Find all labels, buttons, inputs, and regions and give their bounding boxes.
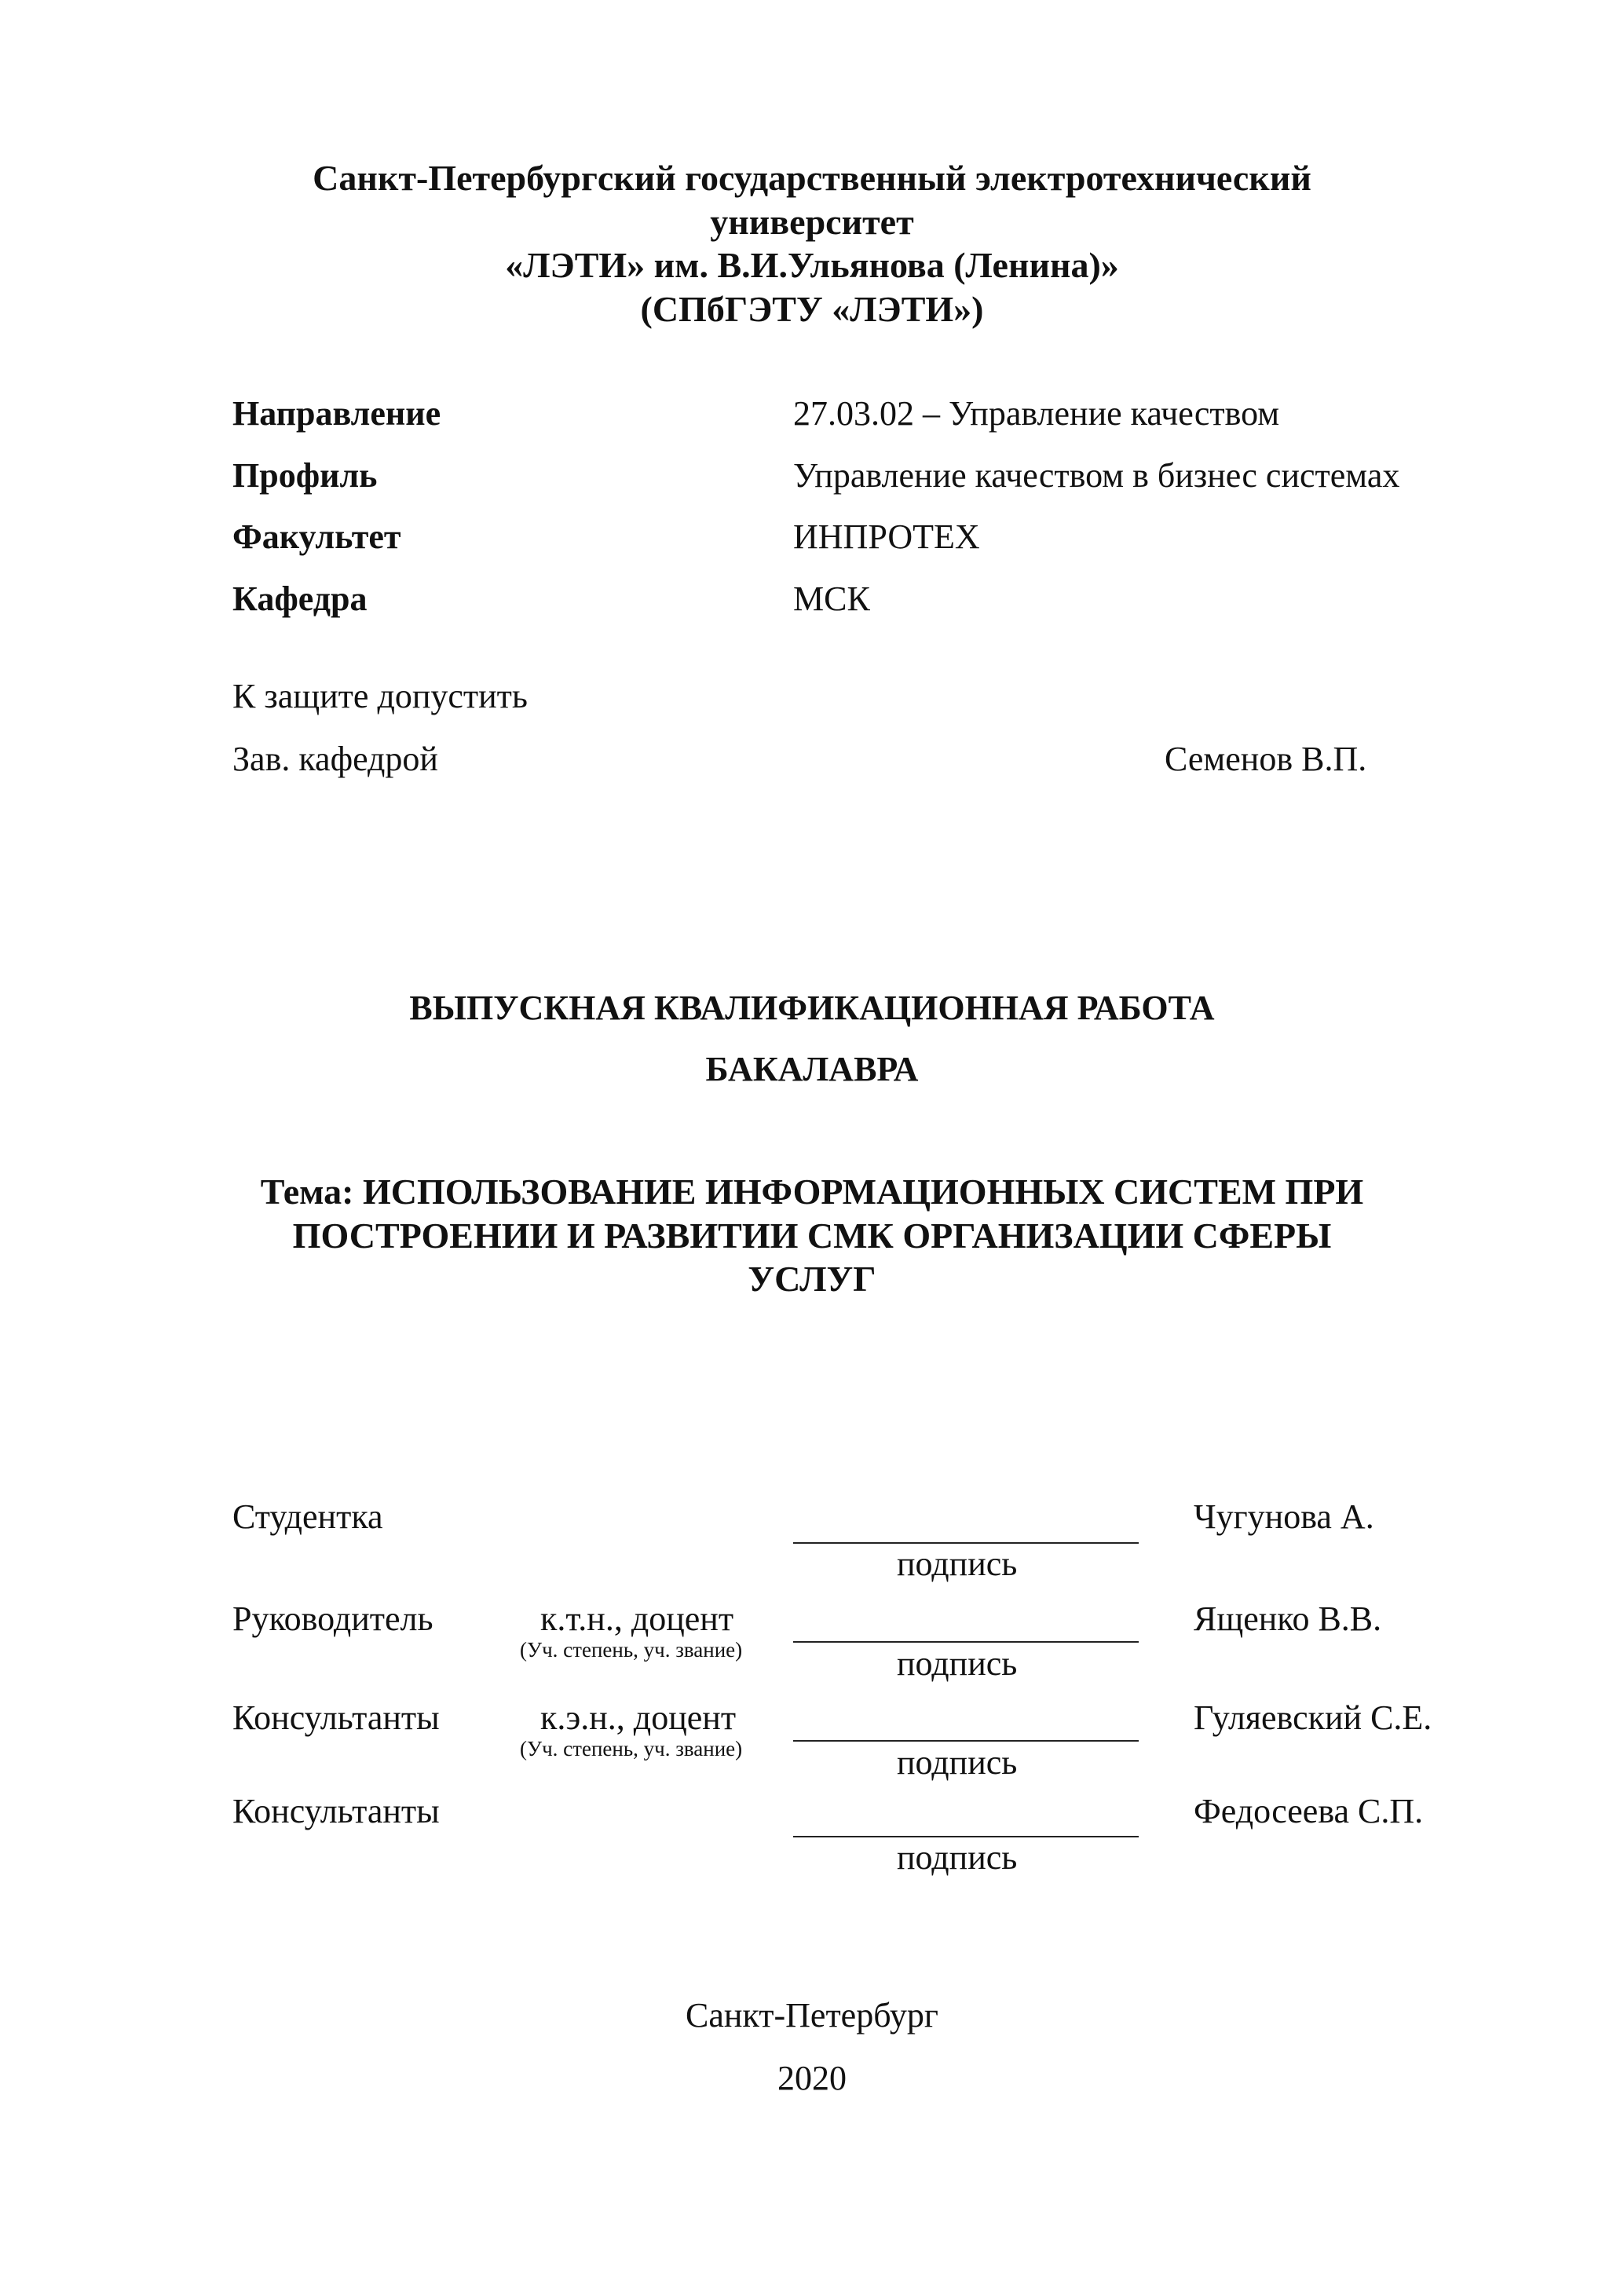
signature-role-supervisor: Руководитель (232, 1600, 433, 1638)
work-title-line2: БАКАЛАВРА (705, 1050, 919, 1088)
admission-text: К защите допустить (232, 677, 528, 715)
info-label-faculty: Факультет (232, 517, 401, 556)
info-value-profile: Управление качеством в бизнес системах (793, 456, 1400, 495)
university-name-line3: «ЛЭТИ» им. В.И.Ульянова (Ленина)» (505, 245, 1119, 285)
signature-line-consultant-1 (793, 1740, 1139, 1742)
topic-line3: УСЛУГ (748, 1259, 876, 1299)
info-label-department: Кафедра (232, 579, 368, 618)
head-of-department-name: Семенов В.П. (1165, 740, 1367, 778)
signature-degree-hint-supervisor: (Уч. степень, уч. звание) (520, 1638, 743, 1662)
signature-name-consultant-1: Гуляевский С.Е. (1194, 1698, 1432, 1737)
footer-year: 2020 (777, 2059, 847, 2097)
topic-line2: ПОСТРОЕНИИ И РАЗВИТИИ СМК ОРГАНИЗАЦИИ СФЕРЫ (292, 1216, 1332, 1256)
work-title-line1: ВЫПУСКНАЯ КВАЛИФИКАЦИОННАЯ РАБОТА (409, 989, 1215, 1027)
info-label-profile: Профиль (232, 456, 378, 495)
signature-name-student: Чугунова А. (1194, 1497, 1374, 1536)
signature-role-consultant-1: Консультанты (232, 1698, 440, 1737)
university-name-line2: университет (710, 202, 914, 242)
signature-name-consultant-2: Федосеева С.П. (1194, 1792, 1424, 1830)
signature-degree-hint-consultant-1: (Уч. степень, уч. звание) (520, 1737, 743, 1760)
signature-caption-supervisor: подпись (897, 1644, 1018, 1683)
signature-caption-consultant-1: подпись (897, 1743, 1018, 1782)
info-value-department: МСК (793, 579, 870, 618)
university-name-line1: Санкт-Петербургский государственный электротехнический (313, 158, 1311, 198)
signature-role-consultant-2: Консультанты (232, 1792, 440, 1830)
signature-line-supervisor (793, 1641, 1139, 1643)
signature-degree-consultant-1: к.э.н., доцент (540, 1698, 737, 1737)
university-abbreviation: (СПбГЭТУ «ЛЭТИ») (640, 289, 984, 329)
footer-city: Санкт-Петербург (686, 1996, 938, 2035)
signature-degree-supervisor: к.т.н., доцент (540, 1600, 734, 1638)
signature-role-student: Студентка (232, 1497, 383, 1536)
signature-line-student (793, 1542, 1139, 1544)
signature-name-supervisor: Ященко В.В. (1194, 1600, 1382, 1638)
info-value-direction: 27.03.02 – Управление качеством (793, 394, 1280, 433)
topic-line1: Тема: ИСПОЛЬЗОВАНИЕ ИНФОРМАЦИОННЫХ СИСТЕМ ПРИ (260, 1172, 1364, 1212)
signature-caption-consultant-2: подпись (897, 1838, 1018, 1877)
head-of-department-label: Зав. кафедрой (232, 740, 438, 778)
signature-line-consultant-2 (793, 1836, 1139, 1837)
signature-caption-student: подпись (897, 1545, 1018, 1583)
info-value-faculty: ИНПРОТЕХ (793, 517, 980, 556)
info-label-direction: Направление (232, 394, 441, 433)
